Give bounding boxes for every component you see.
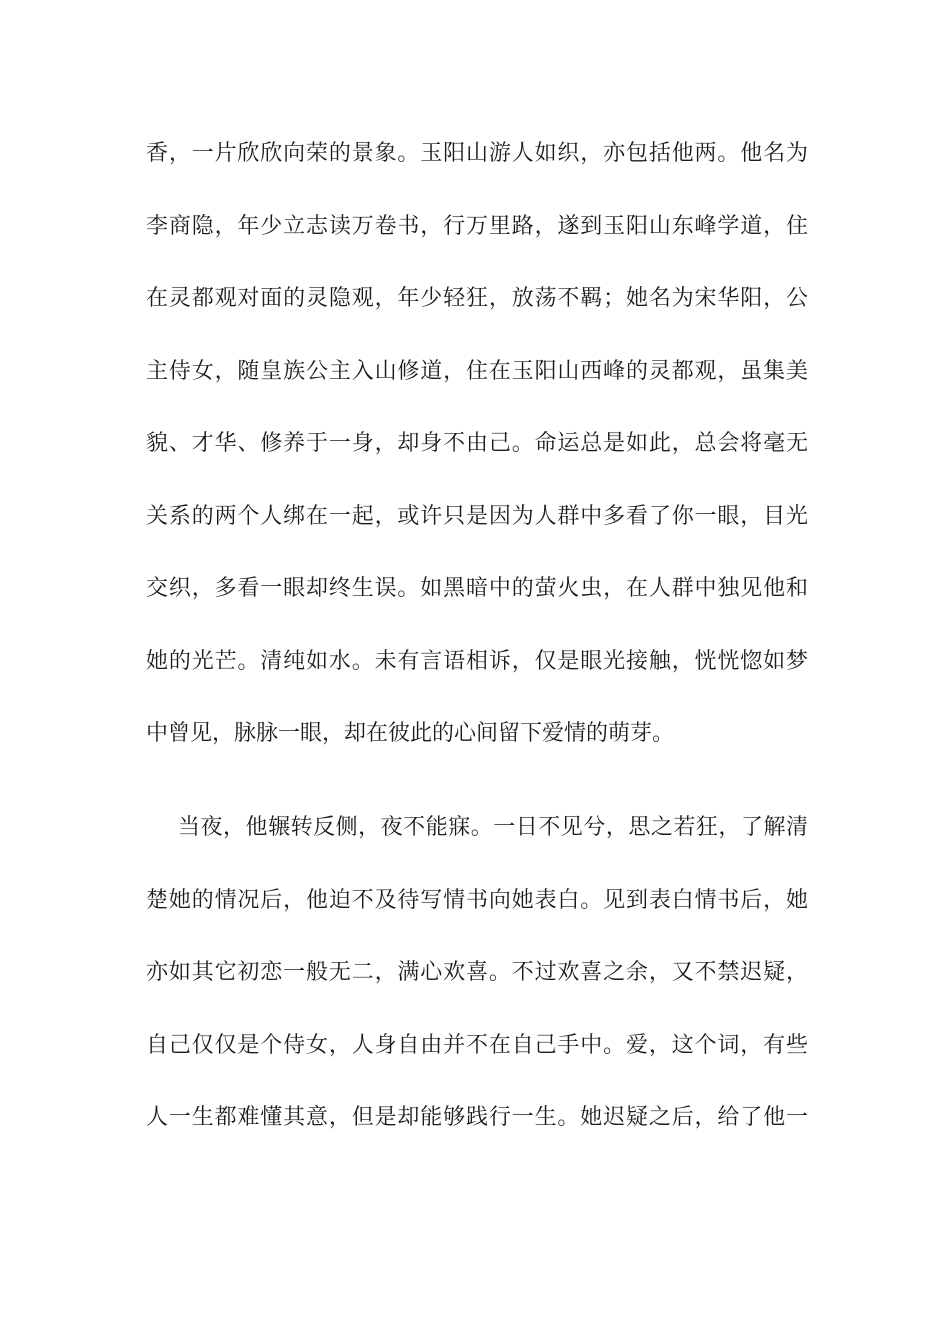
paragraph-first-line: 当夜，他辗转反侧，夜不能寐。一日不见兮，思之若狂，了解清 [178, 815, 808, 840]
text-line: 关系的两个人绑在一起，或许只是因为人群中多看了你一眼，目光 [146, 504, 808, 529]
text-line: 貌、才华、修养于一身，却身不由己。命运总是如此，总会将毫无 [146, 431, 808, 456]
text-line: 交织，多看一眼却终生误。如黑暗中的萤火虫，在人群中独见他和 [146, 576, 808, 601]
text-line: 李商隐，年少立志读万卷书，行万里路，遂到玉阳山东峰学道，住 [146, 214, 808, 239]
text-line: 香，一片欣欣向荣的景象。玉阳山游人如织，亦包括他两。他名为 [146, 141, 808, 166]
text-line: 楚她的情况后，他迫不及待写情书向她表白。见到表白情书后，她 [146, 888, 808, 913]
text-line: 在灵都观对面的灵隐观，年少轻狂，放荡不羁；她名为宋华阳，公 [146, 286, 808, 311]
text-line: 她的光芒。清纯如水。未有言语相诉，仅是眼光接触，恍恍惚如梦 [146, 649, 808, 674]
text-line: 自己仅仅是个侍女，人身自由并不在自己手中。爱，这个词，有些 [146, 1033, 808, 1058]
text-line: 中曾见，脉脉一眼，却在彼此的心间留下爱情的萌芽。 [146, 721, 675, 746]
text-line: 主侍女，随皇族公主入山修道，住在玉阳山西峰的灵都观，虽集美 [146, 359, 808, 384]
text-line: 亦如其它初恋一般无二，满心欢喜。不过欢喜之余，又不禁迟疑， [146, 960, 808, 985]
text-line: 人一生都难懂其意，但是却能够践行一生。她迟疑之后，给了他一 [146, 1105, 808, 1130]
